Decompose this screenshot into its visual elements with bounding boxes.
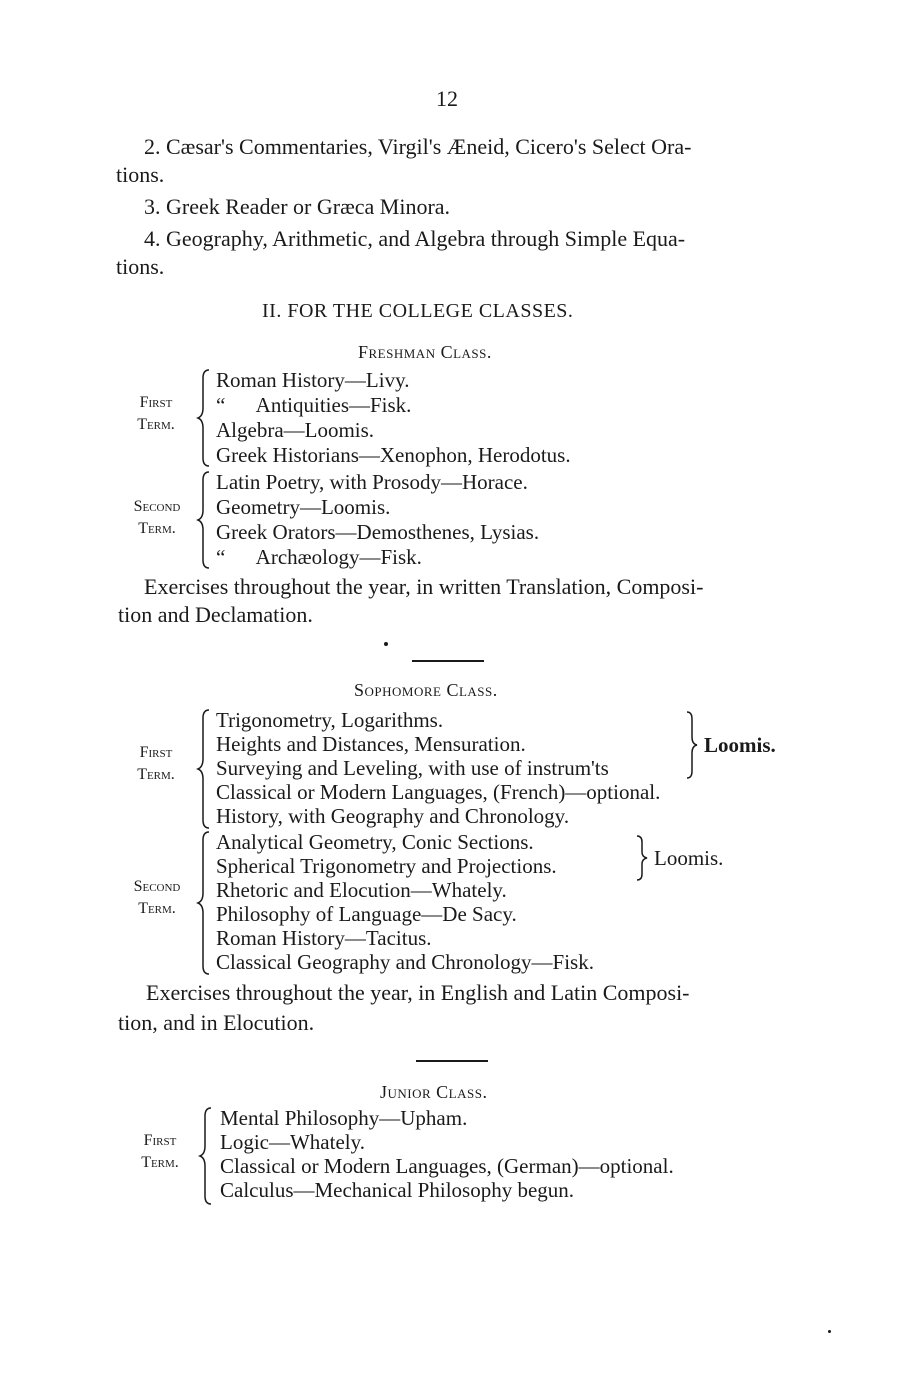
- list-item-4: 4. Geography, Arithmetic, and Algebra through Simple Equa-: [144, 226, 686, 251]
- course-item: Classical or Modern Languages, (German)—optional.: [220, 1154, 674, 1178]
- course-item: Philosophy of Language—De Sacy.: [216, 902, 517, 926]
- sophomore-heading: Sophomore Class.: [354, 680, 498, 700]
- sophomore-first-term-author: Loomis.: [704, 733, 776, 757]
- list-item-4-cont: tions.: [116, 254, 165, 279]
- course-item: Trigonometry, Logarithms.: [216, 708, 444, 732]
- freshman-first-term-label: First Term.: [137, 394, 175, 433]
- course-item: Spherical Trigonometry and Projections.: [216, 854, 557, 878]
- course-item: Classical Geography and Chronology—Fisk.: [216, 950, 594, 974]
- freshman-exercises: Exercises throughout the year, in written Translation, Composi-: [144, 574, 704, 599]
- stray-mark: [384, 642, 388, 646]
- course-item: Surveying and Leveling, with use of instrum'ts: [216, 756, 609, 780]
- course-item: “ Archæology—Fisk.: [216, 545, 422, 569]
- freshman-exercises-cont: tion and Declamation.: [118, 602, 313, 627]
- course-item: Algebra—Loomis.: [216, 418, 375, 442]
- brace-icon: [196, 708, 212, 830]
- list-item-2-cont: tions.: [116, 162, 165, 187]
- brace-icon: [634, 834, 650, 882]
- junior-first-term-list: [220, 1106, 674, 1202]
- course-item: Roman History—Livy.: [216, 368, 410, 392]
- list-item-2: 2. Cæsar's Commentaries, Virgil's Æneid, Cicero's Select Ora-: [144, 134, 692, 159]
- freshman-second-term-label: Second Term.: [133, 498, 181, 537]
- course-item: Rhetoric and Elocution—Whately.: [216, 878, 507, 902]
- course-item: Heights and Distances, Mensuration.: [216, 732, 526, 756]
- course-item: Greek Orators—Demosthenes, Lysias.: [216, 520, 540, 544]
- junior-heading: Junior Class.: [380, 1082, 488, 1102]
- sophomore-exercises-cont: tion, and in Elocution.: [118, 1010, 315, 1035]
- sophomore-first-term-list: [216, 708, 660, 828]
- junior-first-term-label: First Term.: [141, 1132, 179, 1171]
- course-item: Geometry—Loomis.: [216, 495, 391, 519]
- course-item: History, with Geography and Chronology.: [216, 804, 570, 828]
- sophomore-second-term-author: Loomis.: [654, 846, 724, 870]
- course-item: Mental Philosophy—Upham.: [220, 1106, 468, 1130]
- sophomore-exercises: Exercises throughout the year, in English and Latin Composi-: [146, 980, 690, 1005]
- brace-icon: [684, 710, 700, 780]
- sophomore-second-term-label: Second Term.: [133, 878, 181, 917]
- brace-icon: [196, 470, 212, 570]
- section-heading: II. FOR THE COLLEGE CLASSES.: [262, 300, 574, 322]
- brace-icon: [196, 368, 212, 468]
- course-item: Latin Poetry, with Prosody—Horace.: [216, 470, 528, 494]
- freshman-second-term-list: [216, 470, 539, 570]
- section-divider: [416, 1060, 488, 1062]
- freshman-heading: Freshman Class.: [358, 342, 492, 362]
- page-number: 12: [436, 86, 458, 111]
- course-item: Roman History—Tacitus.: [216, 926, 432, 950]
- course-item: Logic—Whately.: [220, 1130, 366, 1154]
- sophomore-first-term-label: First Term.: [137, 744, 175, 783]
- course-item: Calculus—Mechanical Philosophy begun.: [220, 1178, 575, 1202]
- freshman-first-term-list: [216, 368, 571, 468]
- brace-icon: [198, 1106, 214, 1206]
- section-divider: [412, 660, 484, 662]
- course-item: Classical or Modern Languages, (French)—optional.: [216, 780, 661, 804]
- brace-icon: [196, 830, 212, 976]
- course-item: Greek Historians—Xenophon, Herodotus.: [216, 443, 571, 467]
- list-item-3: 3. Greek Reader or Græca Minora.: [144, 194, 451, 219]
- course-item: Analytical Geometry, Conic Sections.: [216, 830, 534, 854]
- course-item: “ Antiquities—Fisk.: [216, 393, 412, 417]
- stray-mark: [828, 1330, 831, 1333]
- sophomore-second-term-list: [216, 830, 594, 974]
